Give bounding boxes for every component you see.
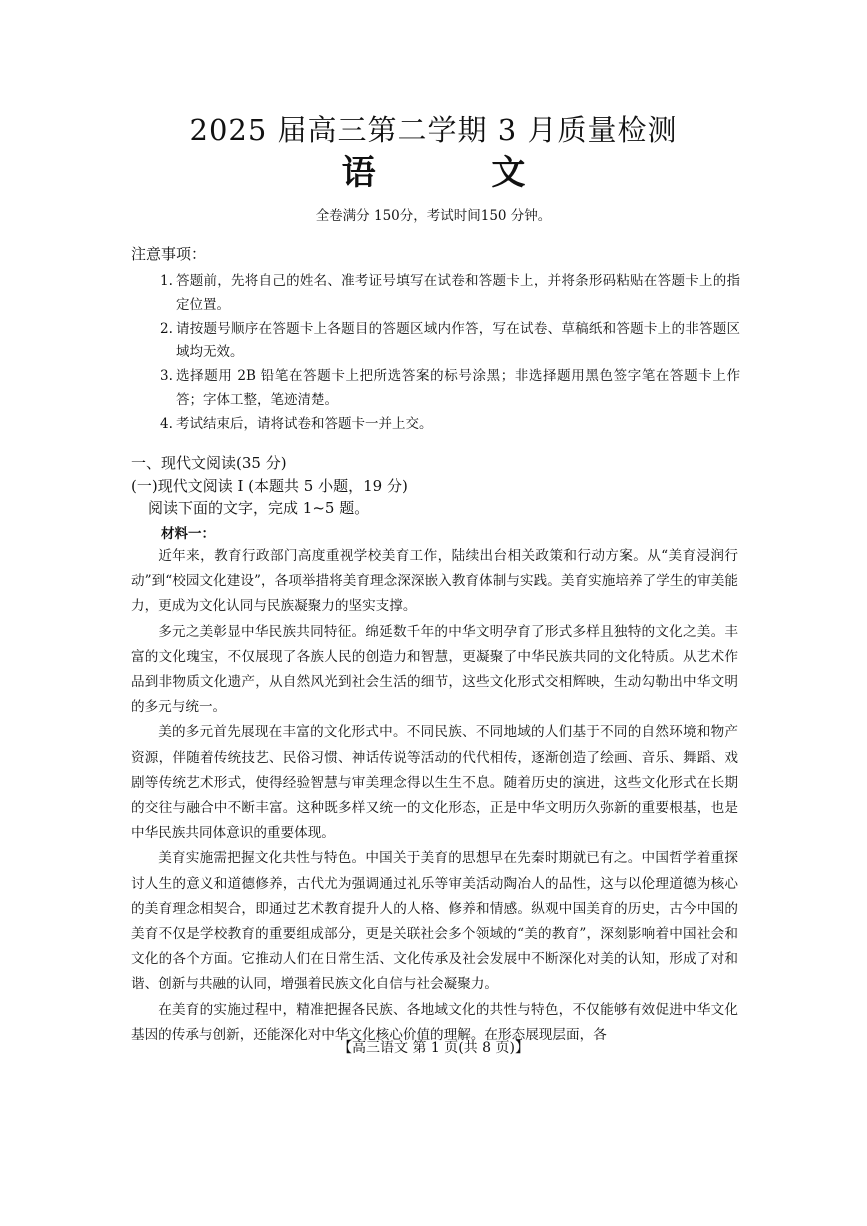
notice-text: 请按题号顺序在答题卡上各题目的答题区域内作答，写在试卷、草稿纸和答题卡上的非答题区域均无效。 [176, 320, 740, 361]
notice-number: 2. [160, 320, 173, 337]
notice-text: 选择题用 2B 铅笔在答题卡上把所选答案的标号涂黑；非选择题用黑色签字笔在答题卡上作答；字体工整，笔迹清楚。 [176, 368, 740, 408]
notice-item [160, 270, 740, 318]
notice-number: 1. [160, 273, 173, 289]
notice-text: 答题前，先将自己的姓名、准考证号填写在试卷和答题卡上，并将条形码粘贴在答题卡上的指定位置。 [176, 273, 740, 313]
reading-instruction: 阅读下面的文字，完成 1~5 题。 [148, 499, 370, 517]
passage-paragraph: 美的多元首先展现在丰富的文化形式中。不同民族、不同地域的人们基于不同的自然环境和物产资源，伴随着传统技艺、民俗习惯、神话传说等活动的代代相传，逐渐创造了绘画、音乐、舞蹈、戏剧等传统艺术形式，使得经验智慧与审美理念得以生生不息。随着历史的演进，这些文化形式在长期的交往与融合中不断丰富。这种既多样又统一的文化形态，正是中华文明历久弥新的重要根基，也是中华民族共同体意识的重要体现。 [131, 724, 738, 842]
passage-paragraph: 近年来，教育行政部门高度重视学校美育工作，陆续出台相关政策和行动方案。从“美育浸润行动”到“校园文化建设”，各项举措将美育理念深深嵌入教育体制与实践。美育实施培养了学生的审美能力，更成为文化认同与民族凝聚力的坚实支撑。 [131, 548, 738, 615]
notice-item [160, 413, 740, 437]
section-heading: 一、现代文阅读(35 分) [131, 454, 287, 472]
notice-item [160, 365, 740, 413]
notice-item [160, 318, 740, 366]
material-label: 材料一： [161, 526, 215, 542]
notice-number: 3. [160, 368, 173, 385]
passage-body [131, 544, 738, 1048]
exam-meta: 全卷满分 150分，考试时间150 分钟。 [315, 208, 552, 224]
notice-heading: 注意事项： [131, 245, 207, 263]
notice-number: 4. [160, 415, 173, 432]
passage-paragraph: 美育实施需把握文化共性与特色。中国关于美育的思想早在先秦时期就已有之。中国哲学着重探讨人生的意义和道德修养，古代尤为强调通过礼乐等审美活动陶冶人的品性，这与以伦理道德为核心的美育理念相契合，即通过艺术教育提升人的人格、修养和情感。纵观中国美育的历史，古今中国的美育不仅是学校教育的重要组成部分，更是关联社会多个领域的“美的教育”，深刻影响着中国社会和文化的各个方面。它推动人们在日常生活、文化传承及社会发展中不断深化对美的认知，形成了对和谐、创新与共融的认同，增强着民族文化自信与社会凝聚力。 [131, 850, 738, 993]
passage-paragraph: 在美育的实施过程中，精准把握各民族、各地域文化的共性与特色，不仅能够有效促进中华文化基因的传承与创新，还能深化对中华文化核心价值的理解。在形态展现层面，各 [131, 1001, 738, 1043]
notice-text: 考试结束后，请将试卷和答题卡一并上交。 [176, 415, 433, 432]
page-footer: 【高三语文 第 1 页(共 8 页)】 [338, 1040, 529, 1056]
passage-paragraph: 多元之美彰显中华民族共同特征。绵延数千年的中华文明孕育了形式多样且独特的文化之美。丰富的文化瑰宝，不仅展现了各族人民的创造力和智慧，更凝聚了中华民族共同的文化特质。从艺术作品到非物质文化遗产，从自然风光到社会生活的细节，这些文化形式交相辉映，生动勾勒出中华文明的多元与统一。 [131, 623, 738, 716]
subject-title: 语 文 [341, 153, 578, 193]
exam-title: 2025 届高三第二学期 3 月质量检测 [189, 113, 678, 147]
notice-list [160, 270, 740, 437]
subsection-heading: (一)现代文阅读 I (本题共 5 小题，19 分) [131, 477, 408, 495]
